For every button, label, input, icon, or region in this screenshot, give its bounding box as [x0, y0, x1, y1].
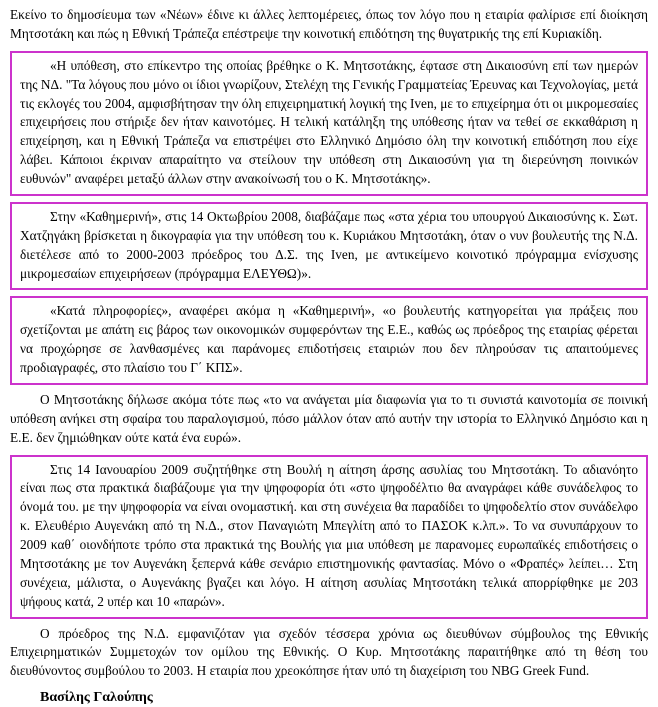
- author-signature: Βασίλης Γαλούπης: [40, 690, 153, 706]
- paragraph-intro: Εκείνο το δημοσίευμα των «Νέων» έδινε κι άλλες λεπτομέρειες, όπως τον λόγο που η εταιρία φαλίρισε επί διοίκηση Μητσοτάκη και πώς η Εθνική Τράπεζα επέστρεψε την κοινοτική επιδότηση της θυγατρικής της επί Κυριακίδη.: [10, 7, 648, 41]
- paragraph-mitsotakis-reply: Ο Μητσοτάκης δήλωσε ακόμα τότε πως «το να ανάγεται μία διαφωνία για το τι συνιστά καινοτομία σε ποινική υπόθεση ανήκει στη σφαίρα του παραλογισμού, πόσο μάλλον όταν από αυτήν την ιστορία το Ελληνικό Δημόσιο και η Ε.Ε. δεν ζημιώθηκαν ούτε κατά ένα ευρώ».: [10, 391, 648, 445]
- paragraph-epilogue: Ο πρόεδρος της Ν.Δ. εμφανιζόταν για σχεδόν τέσσερα χρόνια ως διευθύνων σύμβουλος της Εθνικής Επιχειρηματικών Συμμετοχών τον ομίλου της Εθνικής. Ο Κυρ. Μητσοτάκης παραιτήθηκε από τη θέση του διευθύνοντος συμβούλου το 2003. Η εταιρία που χρεοκόπησε ήταν υπό τη διαχείριση του NBG Greek Fund.: [10, 625, 648, 679]
- highlight-box-plirofories: [10, 296, 648, 385]
- highlight-box-kathimerini: [10, 202, 648, 291]
- paragraph-quote-dikaiosyni: «Η υπόθεση, στο επίκεντρο της οποίας βρέθηκε ο Κ. Μητσοτάκης, έφτασε στη Δικαιοσύνη επί των ημερών της ΝΔ. "Τα λόγους που μόνο οι ίδιοι γνωρίζουν, Στελέχη της Γενικής Γραμματείας Έρευνας και Τεχνολογίας, μετά τις εκλογές του 2004, αμφισβήτησαν την όλη επιχειρηματική λογική της Iven, με το επιχείρημα ότι οι μικρομεσαίες επιχειρήσεις που στήριξε δεν ήταν καινοτόμες. Η τελική κατάληξη της υπόθεσης ήταν να τεθεί σε εκκαθάριση η επιχείρηση, και η Εθνική Τράπεζα να επιστρέψει στο Ελληνικό Δημόσιο όλη την κοινοτική επιδότηση που είχε λάβει. Κάποιοι έκριναν απαραίτητο να στείλουν την υπόθεση στη Δικαιοσύνη για τη διερεύνηση ποινικών ευθυνών" αναφέρει μεταξύ άλλων στην ανακοίνωσή του ο Κ. Μητσοτάκης».: [20, 57, 638, 186]
- highlight-box-dikaiosyni: [10, 51, 648, 196]
- paragraph-quote-vouli: Στις 14 Ιανουαρίου 2009 συζητήθηκε στη Βουλή η αίτηση άρσης ασυλίας του Μητσοτάκη. Το αδιανόητο είναι πως στα πρακτικά διαβάζουμε για την ψηφοφορία ότι «στο ψηφοδέλτιο θα αναγράφει κάθε συνάδελφος το όνομά του. με την ψηφοφορία να είναι ονομαστική. και στη συνέχεια θα παραδίδει το ψηφοδελτίο στον συνάδελφο κ. Ελευθέριο Αυγενάκη από τη Ν.Δ., στον Παναγιώτη Μπεγλίτη από το ΠΑΣΟΚ κ.λπ.». Το να συνυπάρχουν το 2009 καθ΄ οιονδήποτε τρόπο στα πρακτικά της Βουλής για μια υπόθεση με παρανομες ευρωπαϊκές επιδοτήσεις ο Μητσοτάκης με τον Αυγενάκη ξεπερνά κάθε σενάριο επιστημονικής φαντασίας. Μόνο ο «Φραπές» λείπει… Στη συνέχεια, μάλιστα, ο Αυγενάκης βγαζει και λόγο. Η αίτηση ασυλίας Μητσοτάκη τελικά απορρίφθηκε με 203 ψήφους κατά, 2 υπέρ και 10 «παρών».: [20, 461, 638, 609]
- paragraph-quote-plirofories: «Κατά πληροφορίες», αναφέρει ακόμα η «Καθημερινή», «ο βουλευτής κατηγορείται για πράξεις που σχετίζονται με απάτη εις βάρος των οικονομικών συμφερόντων της Ε.Ε., καθώς ως πρόεδρος της εταιρίας φέρεται να προχώρησε σε λανθασμένες και παράνομες επιδοτήσεις εταιριών που δεν πληρούσαν τις απαιτούμενες προδιαγραφές, στο πλαίσιο του Γ΄ ΚΠΣ».: [20, 303, 638, 375]
- highlight-box-vouli: [10, 455, 648, 619]
- paragraph-quote-kathimerini: Στην «Καθημερινή», στις 14 Οκτωβρίου 2008, διαβάζαμε πως «στα χέρια του υπουργού Δικαιοσύνης κ. Σωτ. Χατζηγάκη βρίσκεται η δικογραφία για την υπόθεση του κ. Κυριάκου Μητσοτάκη, όταν ο νυν βουλευτής της Ν.Δ. διετέλεσε από το 2000-2003 πρόεδρος του Δ.Σ. της Iven, με αντικείμενο κοινοτικό πρόγραμμα ενίσχυσης μικρομεσαίων επιχειρήσεων (πρόγραμμα ΕΛΕΥΘΩ)».: [20, 208, 638, 281]
